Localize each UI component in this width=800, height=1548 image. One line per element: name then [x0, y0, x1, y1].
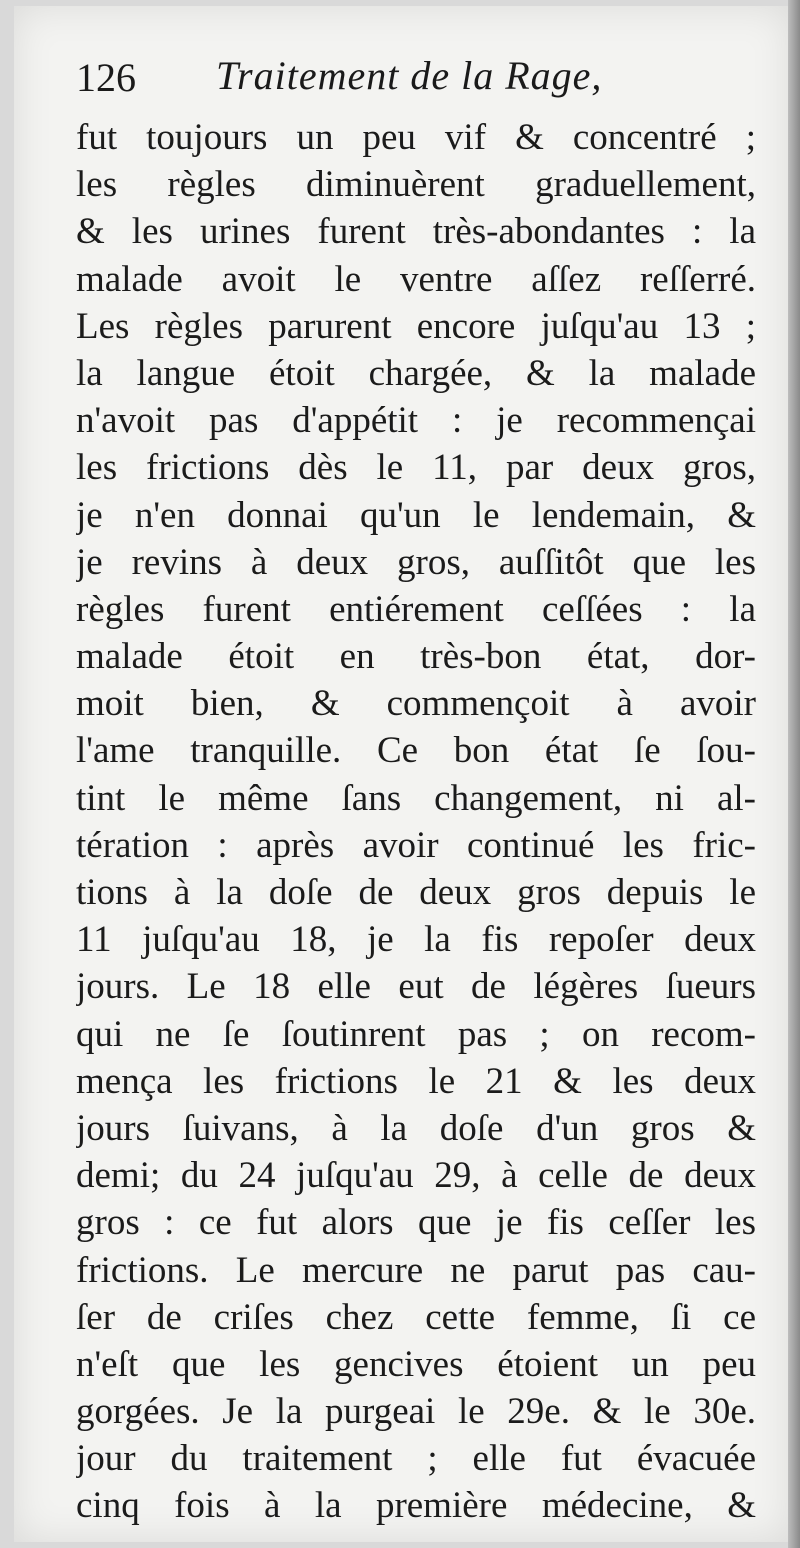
text-line: je revins à deux gros, auſſitôt que les — [76, 541, 756, 583]
text-line: n'eſt que les gencives étoient un peu — [76, 1343, 756, 1385]
text-line: cinq fois à la première médecine, & — [76, 1485, 756, 1527]
text-line: 11 juſqu'au 18, je la fis repoſer deux — [76, 919, 756, 961]
body-text — [76, 114, 756, 1530]
text-line: fut toujours un peu vif & concentré ; — [76, 117, 756, 158]
text-line: jours ſuivans, à la doſe d'un gros & — [76, 1107, 756, 1149]
text-line: n'avoit pas d'appétit : je recommençai — [76, 400, 756, 442]
text-line: tération : après avoir continué les fric- — [76, 824, 756, 866]
text-line: qui ne ſe ſoutinrent pas ; on recom- — [76, 1013, 756, 1055]
text-line: tint le même ſans changement, ni al- — [76, 777, 756, 819]
book-page — [14, 6, 790, 1542]
text-line: jours. Le 18 elle eut de légères ſueurs — [76, 966, 756, 1008]
text-line: malade avoit le ventre aſſez reſſerré. — [76, 258, 756, 300]
page-edge-shadow — [788, 0, 800, 1548]
text-line: moit bien, & commençoit à avoir — [76, 683, 756, 725]
text-line: ſer de criſes chez cette femme, ſi ce — [76, 1296, 756, 1338]
text-line: frictions. Le mercure ne parut pas cau- — [76, 1249, 756, 1291]
text-line: je n'en donnai qu'un le lendemain, & — [76, 494, 756, 536]
text-line: les frictions dès le 11, par deux gros, — [76, 447, 756, 489]
text-line: jour du traitement ; elle fut évacuée — [76, 1438, 756, 1480]
text-line: les règles diminuèrent graduellement, — [76, 164, 756, 206]
text-line: demi; du 24 juſqu'au 29, à celle de deux — [76, 1155, 756, 1197]
text-line: la langue étoit chargée, & la malade — [76, 352, 756, 394]
text-line: gorgées. Je la purgeai le 29e. & le 30e. — [76, 1391, 756, 1433]
text-line: & les urines furent très-abondantes : la — [76, 211, 756, 253]
text-line: règles furent entiérement ceſſées : la — [76, 588, 756, 630]
page-number: 126 — [76, 55, 136, 100]
text-line: l'ame tranquille. Ce bon état ſe ſou- — [76, 730, 756, 772]
text-line: mença les frictions le 21 & les deux — [76, 1060, 756, 1102]
page-header — [76, 48, 756, 108]
text-line: tions à la doſe de deux gros depuis le — [76, 872, 756, 913]
text-line: malade étoit en très-bon état, dor- — [76, 636, 756, 678]
running-title: Traitement de la Rage, — [216, 53, 603, 98]
text-line: gros : ce fut alors que je fis ceſſer les — [76, 1202, 756, 1244]
text-line: Les règles parurent encore juſqu'au 13 ; — [76, 305, 756, 347]
